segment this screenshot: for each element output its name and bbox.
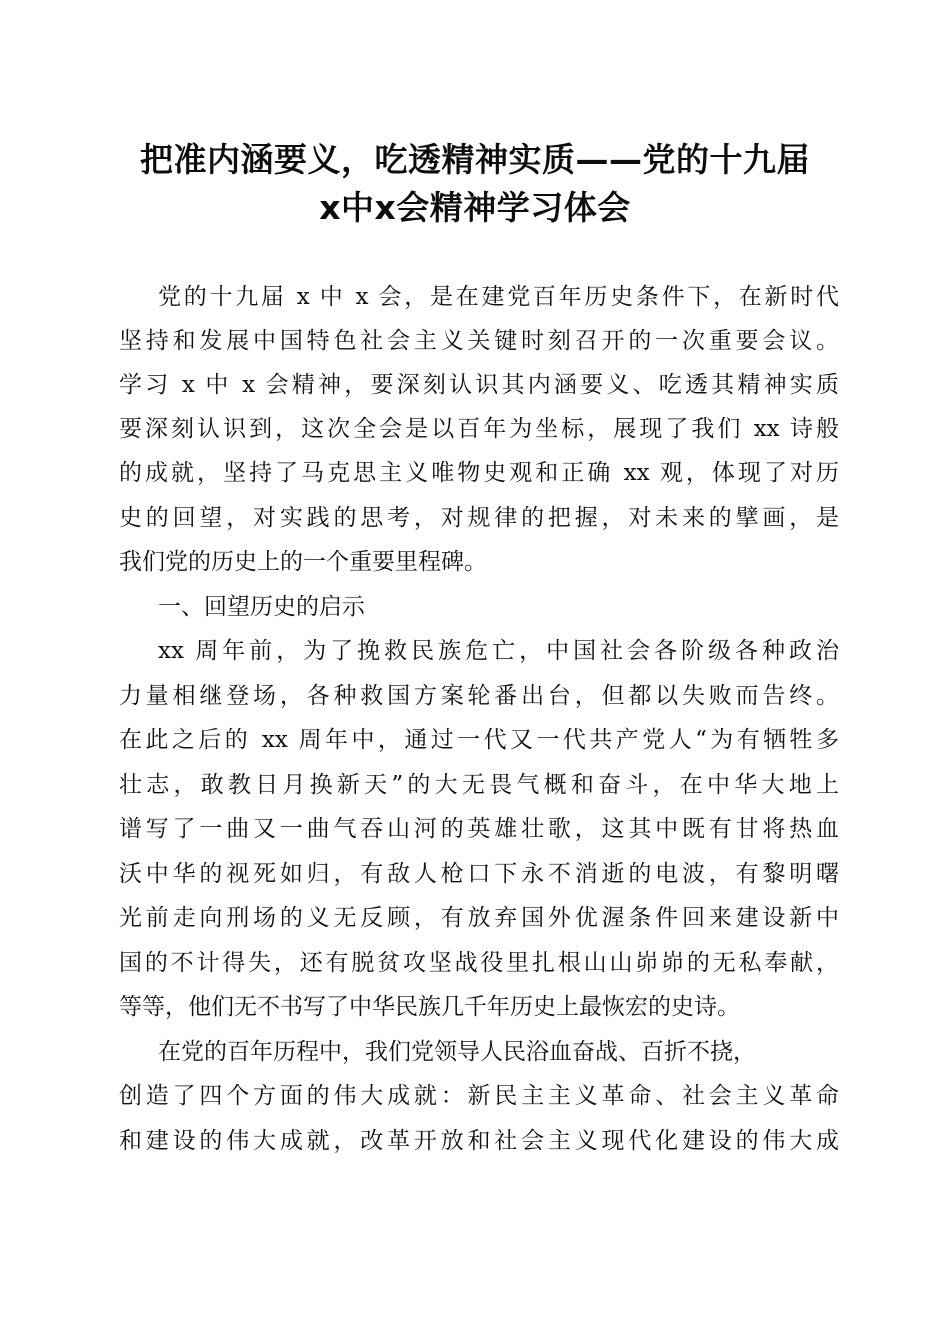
paragraph-2-line-2: 力量相继登场，各种救国方案轮番出台，但都以失败而告终。 [119,683,839,709]
paragraph-3-line-3: 和建设的伟大成就，改革开放和社会主义现代化建设的伟大成 [119,1128,839,1154]
paragraph-2-line-3: 在此之后的 xx 周年中，通过一代又一代共产党人“为有牺牲多 [119,727,839,753]
paragraph-2-line-4: 壮志，敢教日月换新天”的大无畏气概和奋斗，在中华大地上 [119,772,839,798]
paragraph-2-line-1: xx 周年前，为了挽救民族危亡，中国社会各阶级各种政治 [158,638,839,664]
paragraph-1-line-5: 的成就，坚持了马克思主义唯物史观和正确 xx 观，体现了对历 [119,460,839,486]
paragraph-2-line-9: 等等，他们无不书写了中华民族几千年历史上最恢宏的史诗。 [119,994,740,1020]
paragraph-1-line-1: 党的十九届 x 中 x 会，是在建党百年历史条件下，在新时代 [158,284,839,310]
section-heading-1: 一、回望历史的启示 [158,594,365,620]
paragraph-2-line-5: 谱写了一曲又一曲气吞山河的英雄壮歌，这其中既有甘将热血 [119,816,839,842]
paragraph-1-line-4: 要深刻认识到，这次全会是以百年为坐标，展现了我们 xx 诗般 [119,416,839,442]
paragraph-1-line-7: 我们党的历史上的一个重要里程碑。 [119,549,487,575]
paragraph-3-line-1: 在党的百年历程中，我们党领导人民浴血奋战、百折不挠， [158,1039,756,1065]
paragraph-1-line-2: 坚持和发展中国特色社会主义关键时刻召开的一次重要会议。 [119,328,839,354]
paragraph-2-line-7: 光前走向刑场的义无反顾，有放弃国外优渥条件回来建设新中 [119,905,839,931]
document-title-line-2: x中x会精神学习体会 [319,188,631,227]
paragraph-1-line-6: 史的回望，对实践的思考，对规律的把握，对未来的擘画，是 [119,505,839,531]
paragraph-1-line-3: 学习 x 中 x 会精神，要深刻认识其内涵要义、吃透其精神实质 [119,372,839,398]
paragraph-2-line-6: 沃中华的视死如归，有敌人枪口下永不消逝的电波，有黎明曙 [119,861,839,887]
document-title-line-1: 把准内涵要义，吃透精神实质——党的十九届 [140,140,810,179]
paragraph-3-line-2: 创造了四个方面的伟大成就：新民主主义革命、社会主义革命 [119,1083,839,1109]
paragraph-2-line-8: 国的不计得失，还有脱贫攻坚战役里扎根山山峁峁的无私奉献， [119,950,839,976]
